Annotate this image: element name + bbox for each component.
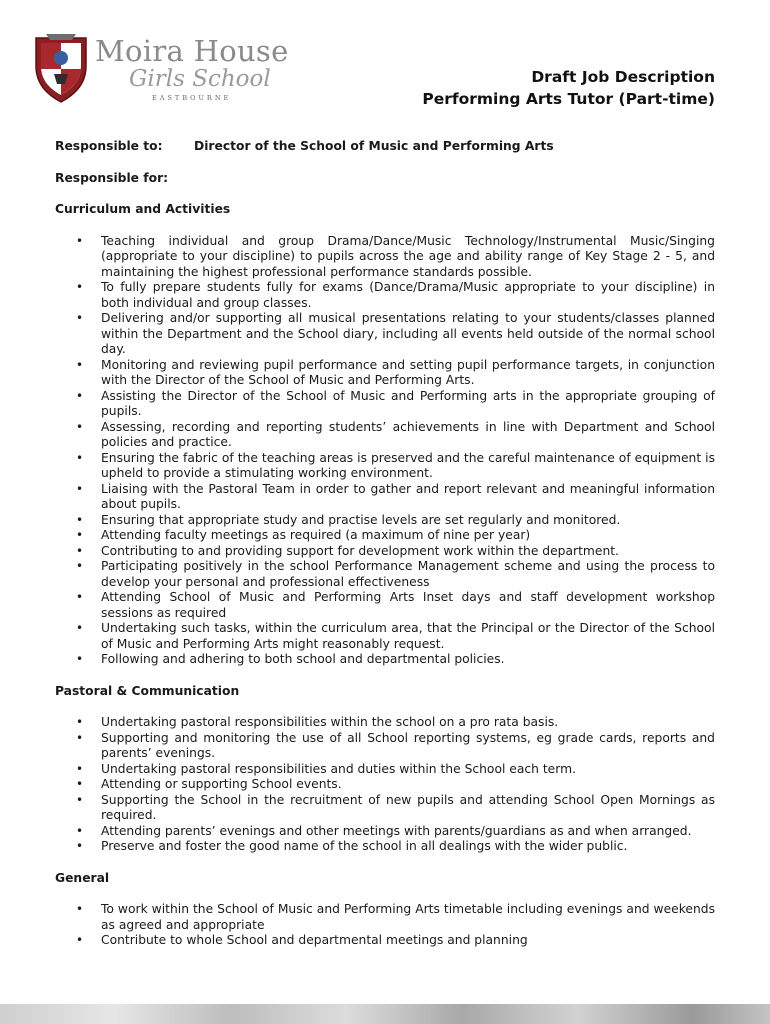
list-item: • Attending School of Music and Performing Arts Inset days and staff development workshop sessions as required	[55, 590, 715, 621]
responsible-to-value: Director of the School of Music and Performing Arts	[194, 139, 554, 153]
list-item: • Teaching individual and group Drama/Dance/Music Technology/Instrumental Music/Singing (appropriate to your discipline) to pupils across the age and ability range of Key Stage 2 - 5, and maintaining the highest professional performance standards possible.	[55, 234, 715, 281]
section-heading: Curriculum and Activities	[55, 202, 231, 216]
list-item: • Attending faculty meetings as required (a maximum of nine per year)	[55, 528, 715, 544]
logo-name: Moira House	[95, 34, 289, 68]
list-item: • Participating positively in the school Performance Management scheme and using the process to develop your personal and professional effectiveness	[55, 559, 715, 590]
list-item: • Attending or supporting School events.	[55, 777, 715, 793]
list-item: • Contribute to whole School and departmental meetings and planning	[55, 933, 715, 949]
section-curriculum	[55, 202, 715, 668]
list-item: • Liaising with the Pastoral Team in order to gather and report relevant and meaningful information about pupils.	[55, 482, 715, 513]
list-item: • To fully prepare students fully for exams (Dance/Drama/Music appropriate to your discipline) in both individual and group classes.	[55, 280, 715, 311]
list-item: • Supporting and monitoring the use of all School reporting systems, eg grade cards, reports and parents’ evenings.	[55, 731, 715, 762]
list-item: • Assessing, recording and reporting students’ achievements in line with Department and School policies and practice.	[55, 420, 715, 451]
logo-town: EASTBOURNE	[152, 94, 232, 102]
school-crest-icon	[32, 32, 90, 104]
list-item: • Monitoring and reviewing pupil performance and setting pupil performance targets, in conjunction with the Director of the School of Music and Performing Arts.	[55, 358, 715, 389]
section-general	[55, 871, 715, 949]
bullet-list	[55, 234, 715, 668]
list-item: • Supporting the School in the recruitment of new pupils and attending School Open Mornings as required.	[55, 793, 715, 824]
document-title	[422, 66, 715, 110]
responsible-to-label: Responsible to:	[55, 139, 163, 153]
document-body	[55, 139, 715, 965]
bullet-list	[55, 902, 715, 949]
section-pastoral	[55, 684, 715, 855]
list-item: • Ensuring the fabric of the teaching areas is preserved and the careful maintenance of equipment is upheld to provide a stimulating working environment.	[55, 451, 715, 482]
list-item: • Preserve and foster the good name of the school in all dealings with the wider public.	[55, 839, 715, 855]
section-heading: General	[55, 870, 110, 885]
section-heading: Pastoral & Communication	[55, 683, 240, 698]
responsible-to-row	[55, 139, 715, 155]
list-item: • Delivering and/or supporting all musical presentations relating to your students/classes planned within the Department and the School diary, including all events held outside of the normal school day.	[55, 311, 715, 358]
list-item: • Undertaking pastoral responsibilities and duties within the School each term.	[55, 762, 715, 778]
list-item: • Contributing to and providing support for development work within the department.	[55, 544, 715, 560]
logo-subtitle: Girls School	[129, 66, 271, 92]
title-line-1: Draft Job Description	[531, 68, 715, 86]
list-item: • Undertaking pastoral responsibilities within the school on a pro rata basis.	[55, 715, 715, 731]
list-item: • Ensuring that appropriate study and practise levels are set regularly and monitored.	[55, 513, 715, 529]
list-item: • Following and adhering to both school and departmental policies.	[55, 652, 715, 668]
title-line-2: Performing Arts Tutor (Part-time)	[422, 90, 715, 108]
list-item: • To work within the School of Music and Performing Arts timetable including evenings and weekends as agreed and appropriate	[55, 902, 715, 933]
responsible-for-label: Responsible for:	[55, 170, 169, 185]
footer-decorative-bar	[0, 1004, 770, 1024]
bullet-list	[55, 715, 715, 855]
list-item: • Undertaking such tasks, within the curriculum area, that the Principal or the Director of the School of Music and Performing Arts might reasonably request.	[55, 621, 715, 652]
list-item: • Assisting the Director of the School of Music and Performing arts in the appropriate grouping of pupils.	[55, 389, 715, 420]
school-logo	[32, 32, 289, 107]
list-item: • Attending parents’ evenings and other meetings with parents/guardians as and when arranged.	[55, 824, 715, 840]
